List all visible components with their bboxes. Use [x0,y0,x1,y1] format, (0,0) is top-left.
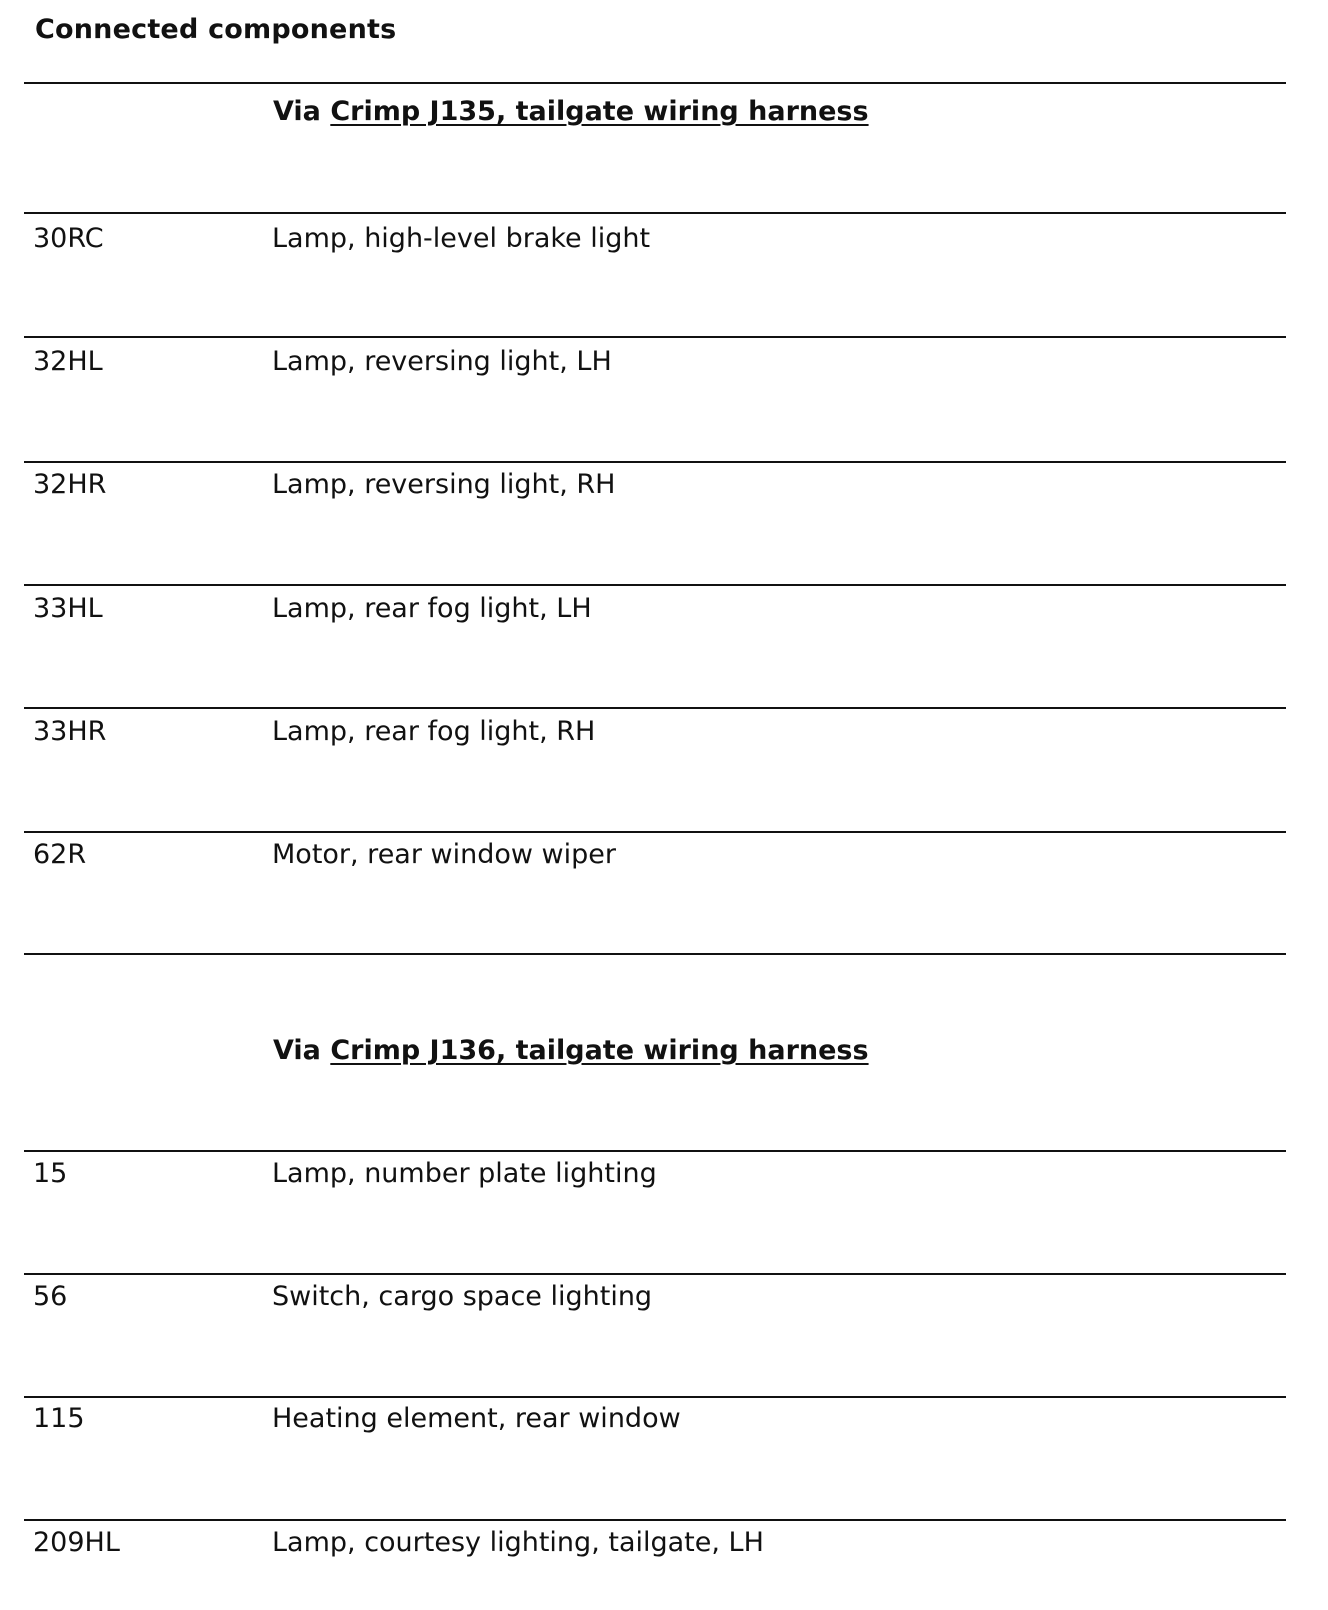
crimp-j136-link[interactable]: Crimp J136, tailgate wiring harness [330,1035,869,1066]
crimp-j135-link[interactable]: Crimp J135, tailgate wiring harness [330,96,869,127]
section-heading-j136 [273,1035,869,1066]
component-description: Motor, rear window wiper [272,839,616,870]
row-rule [24,212,1286,214]
component-code: 62R [33,839,87,870]
component-code: 33HL [33,593,103,624]
section-rule-bottom [24,953,1286,955]
component-code: 209HL [33,1527,120,1558]
table-row [0,223,1328,263]
component-code: 56 [33,1281,68,1312]
row-rule [24,336,1286,338]
table-row [0,593,1328,633]
component-description: Switch, cargo space lighting [272,1281,653,1312]
component-code: 33HR [33,716,107,747]
via-label: Via [273,96,321,127]
row-rule [24,461,1286,463]
component-description: Lamp, courtesy lighting, tailgate, LH [272,1527,764,1558]
component-description: Lamp, rear fog light, LH [272,593,592,624]
table-row [0,346,1328,386]
component-description: Lamp, number plate lighting [272,1158,657,1189]
component-code: 30RC [33,223,104,254]
table-row [0,1158,1328,1198]
table-row [0,1403,1328,1443]
row-rule [24,1396,1286,1398]
section-rule-top [24,82,1286,84]
section-heading-j135 [273,96,869,127]
table-row [0,716,1328,756]
table-row [0,839,1328,879]
row-rule [24,584,1286,586]
via-label: Via [273,1035,321,1066]
component-code: 32HL [33,346,103,377]
component-code: 32HR [33,469,107,500]
row-rule [24,707,1286,709]
component-description: Lamp, high-level brake light [272,223,651,254]
component-description: Lamp, reversing light, LH [272,346,612,377]
component-description: Lamp, rear fog light, RH [272,716,596,747]
table-row [0,469,1328,509]
row-rule [24,1150,1286,1152]
row-rule [24,831,1286,833]
table-row [0,1281,1328,1321]
row-rule [24,1273,1286,1275]
component-code: 15 [33,1158,68,1189]
component-code: 115 [33,1403,85,1434]
document-title: Connected components [35,14,397,45]
row-rule [24,1519,1286,1521]
component-description: Lamp, reversing light, RH [272,469,616,500]
component-description: Heating element, rear window [272,1403,681,1434]
table-row [0,1527,1328,1567]
